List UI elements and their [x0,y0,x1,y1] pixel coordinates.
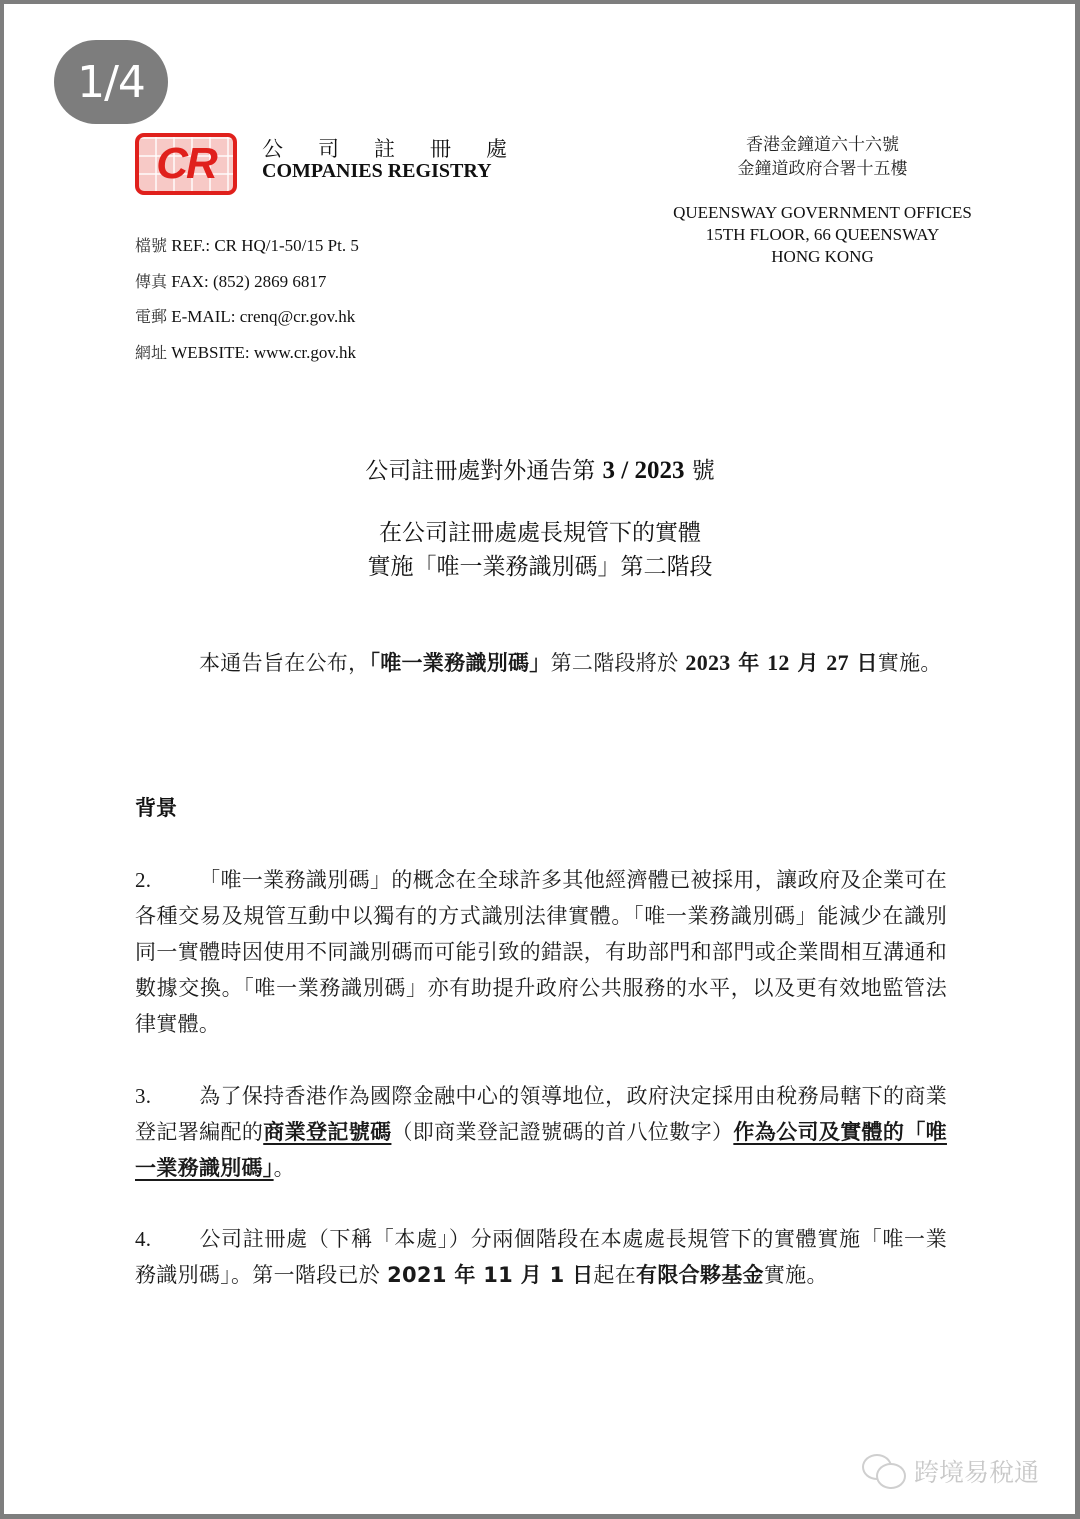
org-char: 註 [374,137,395,161]
address-en-line: QUEENSWAY GOVERNMENT OFFICES [673,203,972,222]
address-zh-line: 金鐘道政府合署十五樓 [737,159,908,179]
org-char: 公 [262,137,283,161]
logo-text: CR [156,139,216,188]
address-en-line: 15TH FLOOR, 66 QUEENSWAY [705,225,940,244]
address-en [655,202,990,268]
section-heading-background: 背景 [135,796,177,820]
org-name-en: COMPANIES REGISTRY [262,160,492,182]
org-char: 司 [318,137,339,161]
watermark-text: 跨境易稅通 [914,1458,1040,1487]
org-char: 冊 [430,137,451,161]
address-zh-line: 香港金鐘道六十六號 [746,135,899,155]
paragraph-4: 4. 公司註冊處（下稱「本處」）分兩個階段在本處處長規管下的實體實施「唯一業務識別碼」。第一階段已於 2021 年 11 月 1 日起在有限合夥基金實施。 [135,1227,947,1287]
contact-block [135,228,359,370]
watermark [862,1453,1039,1489]
address-en-line: HONG KONG [771,247,874,266]
contact-website: 網址 WEBSITE: www.cr.gov.hk [135,342,357,362]
paragraph-3: 3. 為了保持香港作為國際金融中心的領導地位，政府決定採用由稅務局轄下的商業登記署編配的商業登記號碼（即商業登記證號碼的首八位數字）作為公司及實體的「唯一業務識別碼」。 [135,1084,947,1180]
contact-ref: 檔號 REF.: CR HQ/1-50/15 Pt. 5 [135,236,359,255]
companies-registry-logo [135,133,237,195]
org-char: 處 [486,137,507,161]
notice-subtitle: 在公司註冊處處長規管下的實體 實施「唯一業務識別碼」第二階段 [367,520,713,580]
org-name-zh [262,133,507,163]
email-link[interactable]: crenq@cr.gov.hk [239,307,356,326]
wechat-icon [862,1454,906,1488]
intro-paragraph: 本通告旨在公布，「唯一業務識別碼」第二階段將於 2023 年 12 月 27 日實施。 [199,650,942,675]
paragraph-2: 2. 「唯一業務識別碼」的概念在全球許多其他經濟體已被採用，讓政府及企業可在各種交易及規管互動中以獨有的方式識別法律實體。「唯一業務識別碼」能減少在識別同一實體時因使用不同識別碼而可能引致的錯誤，有助部門和部門或企業間相互溝通和數據交換。「唯一業務識別碼」亦有助提升政府公共服務的水平，以及更有效地監管法律實體。 [135,868,947,1036]
address-zh [660,133,985,181]
contact-fax: 傳真 FAX: (852) 2869 6817 [135,271,327,291]
contact-email: 電郵 E-MAIL: crenq@cr.gov.hk [135,307,356,326]
notice-title: 公司註冊處對外通告第 3 / 2023 號 [365,457,715,484]
website-link[interactable]: www.cr.gov.hk [253,342,357,362]
page-indicator: 1/4 [54,40,168,124]
